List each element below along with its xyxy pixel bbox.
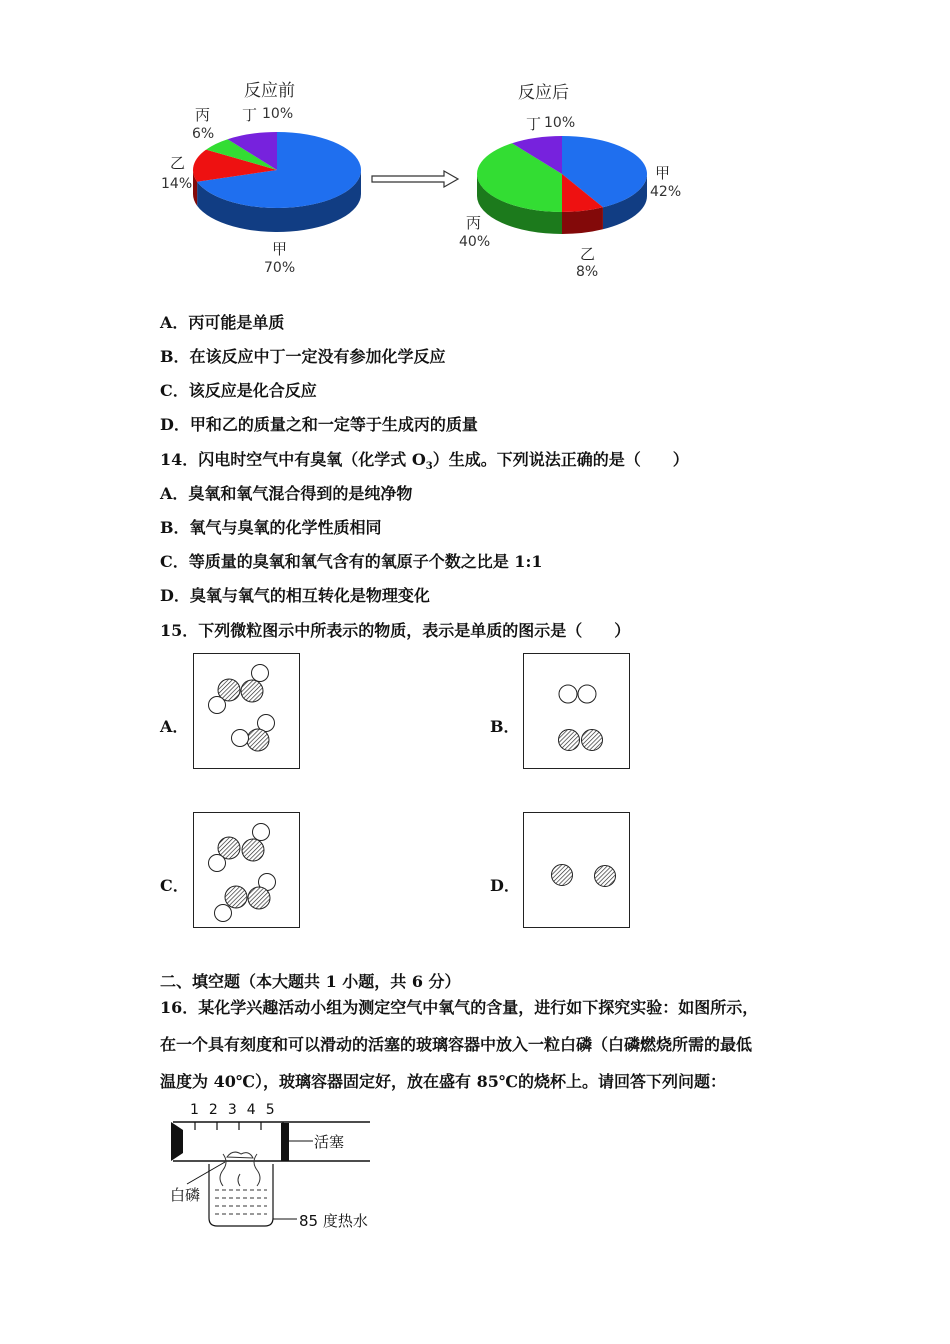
after-jia-name: 甲 <box>655 164 671 182</box>
after-yi-name: 乙 <box>580 245 596 263</box>
section2-heading: 二、填空题（本大题共 1 小题，共 6 分） <box>160 972 461 991</box>
before-ding-name: 丁 <box>242 106 258 124</box>
q13-option-c: C．该反应是化合反应 <box>160 381 317 400</box>
scale-labels <box>190 1102 285 1118</box>
q15-box-a <box>193 653 300 769</box>
scale-2: 2 <box>208 1102 228 1118</box>
pie-after <box>0 0 950 300</box>
phosphorus-label: 白磷 <box>170 1186 201 1204</box>
q14-option-a: A．臭氧和氧气混合得到的是纯净物 <box>160 484 413 503</box>
q14-stem <box>160 447 689 472</box>
q16-line3: 温度为 40℃），玻璃容器固定好，放在盛有 85℃的烧杯上。请回答下列问题： <box>160 1072 727 1091</box>
q15-label-b: B． <box>490 717 520 736</box>
arrow-icon <box>370 170 470 190</box>
q13-option-b: B．在该反应中丁一定没有参加化学反应 <box>160 347 446 366</box>
scale-3: 3 <box>227 1102 247 1118</box>
q15-box-c <box>193 812 300 928</box>
q15-box-d <box>523 812 630 928</box>
scale-4: 4 <box>246 1102 266 1118</box>
after-yi-pct: 8% <box>576 264 599 280</box>
q14-stem-sub: 3 <box>425 461 433 473</box>
q14-stem-post: ）生成。下列说法正确的是（ ） <box>432 450 689 469</box>
water-label: 85 度热水 <box>299 1212 368 1230</box>
q15-label-c: C． <box>160 876 189 895</box>
q14-option-d: D．臭氧与氧气的相互转化是物理变化 <box>160 586 430 605</box>
before-jia-pct: 70% <box>264 260 296 276</box>
q16-line2: 在一个具有刻度和可以滑动的活塞的玻璃容器中放入一粒白磷（白磷燃烧所需的最低 <box>160 1035 753 1054</box>
q15-label-a: A． <box>160 717 189 736</box>
q15-stem: 15．下列微粒图示中所表示的物质，表示是单质的图示是（ ） <box>160 621 631 640</box>
before-yi-name: 乙 <box>170 154 186 172</box>
q14-stem-pre: 14．闪电时空气中有臭氧（化学式 O <box>160 450 426 469</box>
q13-option-a: A．丙可能是单质 <box>160 313 285 332</box>
before-jia-name: 甲 <box>272 240 288 258</box>
before-bing-name: 丙 <box>195 106 211 124</box>
after-ding-pct: 10% <box>544 115 576 131</box>
after-title: 反应后 <box>518 83 569 103</box>
q16-line1: 16．某化学兴趣活动小组为测定空气中氧气的含量，进行如下探究实验：如图所示， <box>160 998 759 1017</box>
after-ding-name: 丁 <box>526 115 542 133</box>
scale-5: 5 <box>265 1102 285 1118</box>
after-bing-name: 丙 <box>466 214 482 232</box>
after-jia-pct: 42% <box>650 184 682 200</box>
piston-label: 活塞 <box>314 1133 345 1151</box>
q14-option-c: C．等质量的臭氧和氧气含有的氧原子个数之比是 1:1 <box>160 552 543 571</box>
before-title: 反应前 <box>244 81 295 101</box>
apparatus-drawing <box>165 1100 405 1240</box>
after-bing-pct: 40% <box>459 234 491 250</box>
q14-option-b: B．氧气与臭氧的化学性质相同 <box>160 518 382 537</box>
before-bing-pct: 6% <box>192 126 215 142</box>
q15-label-d: D． <box>490 876 520 895</box>
scale-1: 1 <box>190 1102 209 1118</box>
q13-option-d: D．甲和乙的质量之和一定等于生成丙的质量 <box>160 415 478 434</box>
q15-box-b <box>523 653 630 769</box>
before-yi-pct: 14% <box>161 176 193 192</box>
before-ding-pct: 10% <box>262 106 294 122</box>
